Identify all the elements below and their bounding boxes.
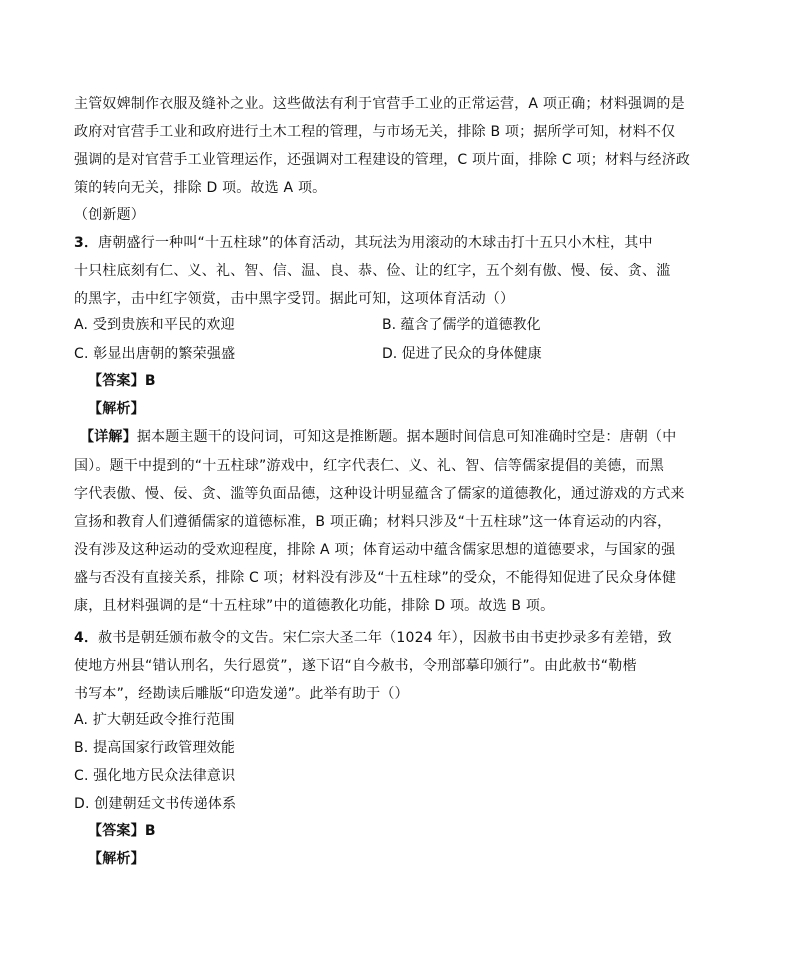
q3-detail-label: 【详解】 [80, 429, 137, 445]
q4-analysis-label: 【解析】 [88, 851, 145, 867]
q3-stem-line-2: 十只柱底刻有仁、义、礼、智、信、温、良、恭、俭、让的红字，五个刻有傲、慢、佞、贪、滥 [74, 263, 671, 279]
q3-detail-line-7: 康，且材料强调的是“十五柱球”中的道德教化功能，排除 D 项。故选 B 项。 [74, 598, 555, 614]
q3-detail-text-1: 据本题主题干的设问词，可知这是推断题。据本题时间信息可知准确时空是：唐朝（中 [136, 429, 677, 445]
q4-stem-line-1 [74, 628, 672, 648]
q3-stem-text-1: 唐朝盛行一种叫“十五柱球”的体育活动，其玩法为用滚动的木球击打十五只小木柱，其中 [98, 235, 653, 251]
q3-detail-line-2: 国）。题干中提到的“十五柱球”游戏中，红字代表仁、义、礼、智、信等儒家提倡的美德，而黑 [74, 458, 665, 474]
intro-line-1: 主管奴婢制作衣服及缝补之业。这些做法有利于官营手工业的正常运营，A 项正确；材料强调的是 [74, 96, 685, 112]
q4-option-c: C. 强化地方民众法律意识 [74, 768, 236, 784]
q3-stem-line-1 [74, 233, 653, 253]
q3-detail-line-5: 没有涉及这种运动的受欢迎程度，排除 A 项；体育运动中蕴含儒家思想的道德要求，与国家的强 [74, 542, 676, 558]
q4-answer [88, 821, 156, 841]
q3-number: 3． [74, 235, 99, 251]
intro-line-4: 策的转向无关，排除 D 项。故选 A 项。 [74, 180, 327, 196]
q3-detail-line-1 [80, 427, 676, 447]
q3-answer-label: 【答案】 [88, 373, 145, 389]
q3-option-c: C. 彰显出唐朝的繁荣强盛 [74, 346, 236, 362]
q3-option-b: B. 蕴含了儒学的道德教化 [382, 317, 541, 333]
q4-stem-line-2: 使地方州县“错认刑名，失行恩赏”，遂下诏“自今赦书，令刑部摹印颁行”。由此赦书“勒楷 [74, 658, 637, 674]
q3-analysis-label: 【解析】 [88, 401, 145, 417]
q3-detail-line-6: 盛与否没有直接关系，排除 C 项；材料没有涉及“十五柱球”的受众，不能得知促进了民众身体健 [74, 570, 677, 586]
q3-option-d: D. 促进了民众的身体健康 [382, 346, 542, 362]
q3-stem-line-3: 的黑字，击中红字领赏，击中黑字受罚。据此可知，这项体育活动（） [74, 291, 515, 307]
q3-answer [88, 371, 156, 391]
q4-stem-text-1: 赦书是朝廷颁布赦令的文告。宋仁宗大圣二年（1024 年），因赦书由书吏抄录多有差错，致 [98, 630, 672, 646]
q4-number: 4． [74, 630, 99, 646]
question-tag: （创新题） [74, 207, 145, 223]
q3-detail-line-4: 宣扬和教育人们遵循儒家的道德标准，B 项正确；材料只涉及“十五柱球”这一体育运动的内容， [74, 514, 672, 530]
q3-answer-value: B [144, 373, 156, 389]
q4-stem-line-3: 书写本”，经勘读后雕版“印造发递”。此举有助于（） [74, 686, 409, 702]
q4-answer-value: B [144, 823, 156, 839]
intro-line-2: 政府对官营手工业和政府进行土木工程的管理，与市场无关，排除 B 项；据所学可知，材料不仅 [74, 124, 676, 140]
q3-option-a: A. 受到贵族和平民的欢迎 [74, 317, 235, 333]
q4-option-b: B. 提高国家行政管理效能 [74, 740, 236, 756]
q3-detail-line-3: 字代表傲、慢、佞、贪、滥等负面品德，这种设计明显蕴含了儒家的道德教化，通过游戏的方式来 [74, 486, 685, 502]
q4-option-a: A. 扩大朝廷政令推行范围 [74, 712, 235, 728]
q4-option-d: D. 创建朝廷文书传递体系 [74, 796, 237, 812]
q4-answer-label: 【答案】 [88, 823, 145, 839]
intro-line-3: 强调的是对官营手工业管理运作，还强调对工程建设的管理，C 项片面，排除 C 项；材料与经济政 [74, 152, 691, 168]
